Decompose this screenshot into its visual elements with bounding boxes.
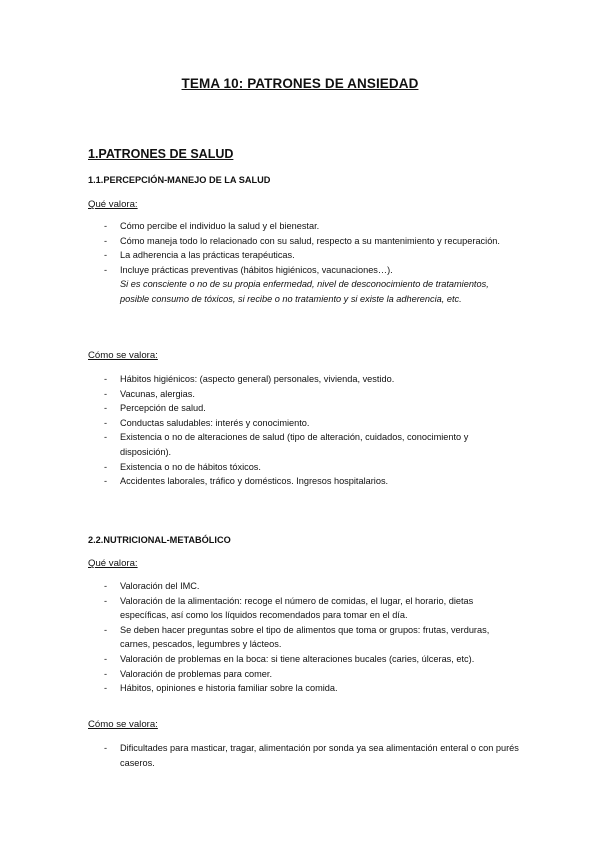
dash-bullet: - — [104, 417, 108, 428]
dash-bullet: - — [104, 221, 108, 231]
italic-note: Si es consciente o no de su propia enfermedad, nivel de desconocimiento de tratamientos, posible consumo de tóxicos, si recibe o no tratamiento y si existe la adherencia, etc. — [120, 279, 489, 304]
list-item: - Valoración del IMC. — [0, 579, 520, 594]
list-item: - Dificultades para masticar, tragar, alimentación por sonda ya sea alimentación enteral o con purés caseros. — [104, 743, 519, 768]
dash-bullet: - — [104, 743, 108, 753]
que-valora-label-2: Qué valora: — [88, 558, 138, 569]
dash-bullet: - — [104, 653, 108, 664]
list-item: - Vacunas, alergias. — [0, 387, 520, 402]
dash-bullet: - — [104, 432, 108, 443]
dash-bullet: - — [104, 683, 108, 694]
list-item: - Accidentes laborales, tráfico y domésticos. Ingresos hospitalarios. — [0, 474, 520, 489]
document-title: TEMA 10: PATRONES DE ANSIEDAD — [181, 76, 419, 91]
list-item: - Percepción de salud. — [0, 401, 520, 416]
dash-bullet: - — [104, 581, 108, 591]
dash-bullet: - — [104, 250, 108, 261]
dash-bullet: - — [104, 388, 108, 399]
dash-bullet: - — [104, 476, 108, 487]
list-item: - Valoración de problemas en la boca: si tiene alteraciones bucales (caries, úlceras, etc). — [0, 652, 520, 667]
que-valora-list-2 — [0, 579, 600, 696]
list-item: - Valoración de la alimentación: recoge el número de comidas, el lugar, el horario, dietas específicas, así como los líquidos recomendados para tomar en el día. — [104, 595, 474, 621]
list-item: - Cómo maneja todo lo relacionado con su salud, respecto a su mantenimiento y recuperación. — [0, 234, 520, 249]
dash-bullet: - — [104, 235, 108, 246]
list-item: - Se deben hacer preguntas sobre el tipo de alimentos que toma or grupos: frutas, verduras, carnes, pescados, legumbres y lácteos. — [104, 624, 490, 650]
list-item: - Hábitos higiénicos: (aspecto general) personales, vivienda, vestido. — [0, 372, 520, 387]
subsection-heading-percepcion: 1.1.PERCEPCIÓN-MANEJO DE LA SALUD — [88, 175, 271, 185]
dash-bullet: - — [104, 624, 108, 635]
list-item: - Existencia o no de hábitos tóxicos. — [0, 460, 520, 475]
como-valora-list-2 — [0, 741, 600, 770]
dash-bullet: - — [104, 264, 108, 275]
que-valora-list-1 — [0, 219, 600, 307]
como-valora-label-1: Cómo se valora: — [88, 350, 158, 361]
list-item: - Cómo percibe el individuo la salud y el bienestar. — [0, 219, 520, 234]
dash-bullet: - — [104, 403, 108, 414]
como-valora-list-1 — [0, 372, 600, 489]
dash-bullet: - — [104, 374, 108, 384]
que-valora-label-1: Qué valora: — [88, 199, 138, 210]
list-item: - Conductas saludables: interés y conocimiento. — [0, 416, 520, 431]
dash-bullet: - — [104, 595, 108, 606]
dash-bullet: - — [104, 668, 108, 679]
dash-bullet: - — [104, 461, 108, 472]
list-item: - Existencia o no de alteraciones de salud (tipo de alteración, cuidados, conocimiento y disposición). — [104, 432, 469, 457]
subsection-heading-nutricional: 2.2.NUTRICIONAL-METABÓLICO — [88, 535, 231, 545]
list-item: - La adherencia a las prácticas terapéuticas. — [0, 248, 520, 263]
list-item: - Hábitos, opiniones e historia familiar sobre la comida. — [0, 681, 520, 696]
como-valora-label-2: Cómo se valora: — [88, 719, 158, 730]
list-item: - Incluye prácticas preventivas (hábitos higiénicos, vacunaciones…). Si es consciente o no de su propia enfermedad, nivel de desconocimiento de tratamientos, posible consumo de tóxicos, si recibe o no tratamiento y si existe la adherencia, etc. — [0, 263, 520, 307]
section-heading-patrones-de-salud: 1.PATRONES DE SALUD — [88, 147, 234, 161]
list-item: - Valoración de problemas para comer. — [0, 667, 520, 682]
